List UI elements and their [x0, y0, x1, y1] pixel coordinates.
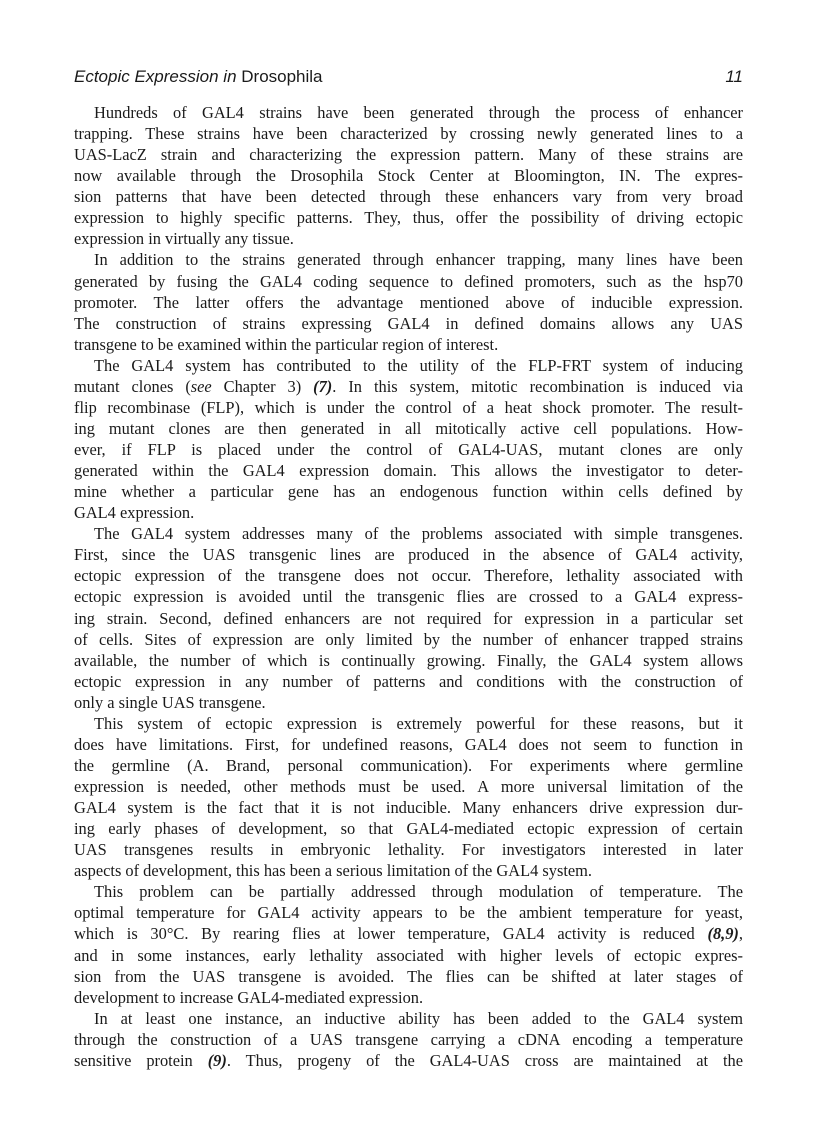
- text-line: The GAL4 system addresses many of the problems associated with simple transgenes.: [94, 524, 743, 544]
- text-segment: sensitive protein: [74, 1050, 208, 1070]
- text-line: ing strain. Second, defined enhancers are not required for expression in a particular set: [74, 608, 743, 628]
- paragraph: [74, 355, 743, 524]
- text-line: aspects of development, this has been a serious limitation of the GAL4 system.: [74, 861, 593, 881]
- text-line: The GAL4 system has contributed to the utility of the FLP-FRT system of inducing: [94, 355, 743, 375]
- text-line: [74, 923, 743, 944]
- paragraph: [74, 523, 743, 713]
- text-line: and in some instances, early lethality associated with higher levels of ectopic expres-: [74, 945, 743, 965]
- text-line: does have limitations. First, for undefined reasons, GAL4 does not seem to function in: [74, 734, 743, 754]
- text-line: The construction of strains expressing GAL4 in defined domains allows any UAS: [74, 313, 743, 333]
- text-line: ectopic expression is avoided until the transgenic flies are crossed to a GAL4 express-: [74, 587, 743, 607]
- text-line: expression in virtually any tissue.: [74, 229, 294, 249]
- text-line: This system of ectopic expression is extremely powerful for these reasons, but it: [94, 713, 743, 733]
- text-line: This problem can be partially addressed through modulation of temperature. The: [94, 882, 743, 902]
- text-line: GAL4 expression.: [74, 503, 195, 523]
- text-line: promoter. The latter offers the advantage mentioned above of inducible expression.: [74, 292, 743, 312]
- text-line: UAS transgenes results in embryonic lethality. For investigators interested in later: [74, 840, 743, 860]
- italic-text: see: [190, 376, 212, 396]
- running-title: [74, 67, 323, 87]
- text-line: First, since the UAS transgenic lines are produced in the absence of GAL4 activity,: [74, 545, 743, 565]
- text-line: through the construction of a UAS transgene carrying a cDNA encoding a temperature: [74, 1029, 743, 1049]
- text-line: trapping. These strains have been characterized by crossing newly generated lines to a: [74, 124, 743, 144]
- body-text: [74, 102, 743, 1071]
- text-line: [74, 376, 743, 397]
- citation: (8,9): [707, 924, 739, 944]
- text-line: ectopic expression of the transgene does not occur. Therefore, lethality associated with: [74, 566, 743, 586]
- text-line: of cells. Sites of expression are only limited by the number of enhancer trapped strains: [74, 629, 743, 649]
- text-line: GAL4 system is the fact that it is not inducible. Many enhancers drive expression dur-: [74, 798, 743, 818]
- paragraph: [74, 713, 743, 882]
- text-line: ing mutant clones are then generated in all mitotically active cell populations. How-: [74, 418, 743, 438]
- text-line: [74, 1050, 743, 1071]
- citation: (7): [313, 376, 333, 396]
- text-line: optimal temperature for GAL4 activity appears to be the ambient temperature for yeast,: [74, 903, 743, 923]
- text-line: flip recombinase (FLP), which is under the control of a heat shock promoter. The result-: [74, 397, 743, 417]
- paragraph: [74, 249, 743, 354]
- text-line: In at least one instance, an inductive ability has been added to the GAL4 system: [94, 1008, 743, 1028]
- running-title-upright: Drosophila: [241, 67, 323, 86]
- text-line: generated within the GAL4 expression domain. This allows the investigator to deter-: [74, 461, 743, 481]
- page-number: 11: [725, 67, 743, 86]
- text-line: now available through the Drosophila Stock Center at Bloomington, IN. The expres-: [74, 166, 743, 186]
- text-line: expression to highly specific patterns. They, thus, offer the possibility of driving ectopic: [74, 208, 743, 228]
- text-line: In addition to the strains generated through enhancer trapping, many lines have been: [94, 250, 743, 270]
- text-segment: mutant clones (: [74, 376, 191, 396]
- text-segment: which is 30°C. By rearing flies at lower temperature, GAL4 activity is reduced: [74, 924, 708, 944]
- text-line: Hundreds of GAL4 strains have been generated through the process of enhancer: [94, 103, 743, 122]
- running-header: [74, 67, 743, 89]
- citation: (9): [207, 1050, 227, 1070]
- text-segment: ,: [738, 924, 743, 944]
- text-line: ectopic expression in any number of patterns and conditions with the construction of: [74, 671, 743, 691]
- text-line: transgene to be examined within the particular region of interest.: [74, 334, 499, 354]
- paragraph: [74, 102, 743, 249]
- text-line: only a single UAS transgene.: [74, 692, 266, 712]
- text-segment: Chapter 3): [211, 376, 314, 396]
- text-line: expression is needed, other methods must be used. A more universal limitation of the: [74, 777, 743, 796]
- text-line: generated by fusing the GAL4 coding sequence to defined promoters, such as the hsp70: [74, 271, 743, 291]
- text-line: mine whether a particular gene has an endogenous function within cells defined by: [74, 482, 743, 502]
- paragraph: [74, 1008, 743, 1071]
- text-line: the germline (A. Brand, personal communication). For experiments where germline: [74, 755, 743, 775]
- text-line: ever, if FLP is placed under the control of GAL4-UAS, mutant clones are only: [74, 440, 743, 459]
- running-title-italic: Ectopic Expression in: [74, 67, 242, 86]
- text-line: ing early phases of development, so that GAL4-mediated ectopic expression of certain: [74, 819, 743, 839]
- text-line: available, the number of which is continually growing. Finally, the GAL4 system allows: [74, 650, 743, 670]
- text-line: development to increase GAL4-mediated expression.: [74, 987, 424, 1007]
- text-line: UAS-LacZ strain and characterizing the expression pattern. Many of these strains are: [74, 145, 743, 165]
- text-segment: . In this system, mitotic recombination is induced via: [332, 376, 743, 396]
- text-line: sion from the UAS transgene is avoided. The flies can be shifted at later stages of: [74, 966, 743, 986]
- text-line: sion patterns that have been detected through these enhancers vary from very broad: [74, 187, 743, 207]
- paragraph: [74, 881, 743, 1007]
- text-segment: . Thus, progeny of the GAL4-UAS cross are maintained at the: [226, 1050, 744, 1070]
